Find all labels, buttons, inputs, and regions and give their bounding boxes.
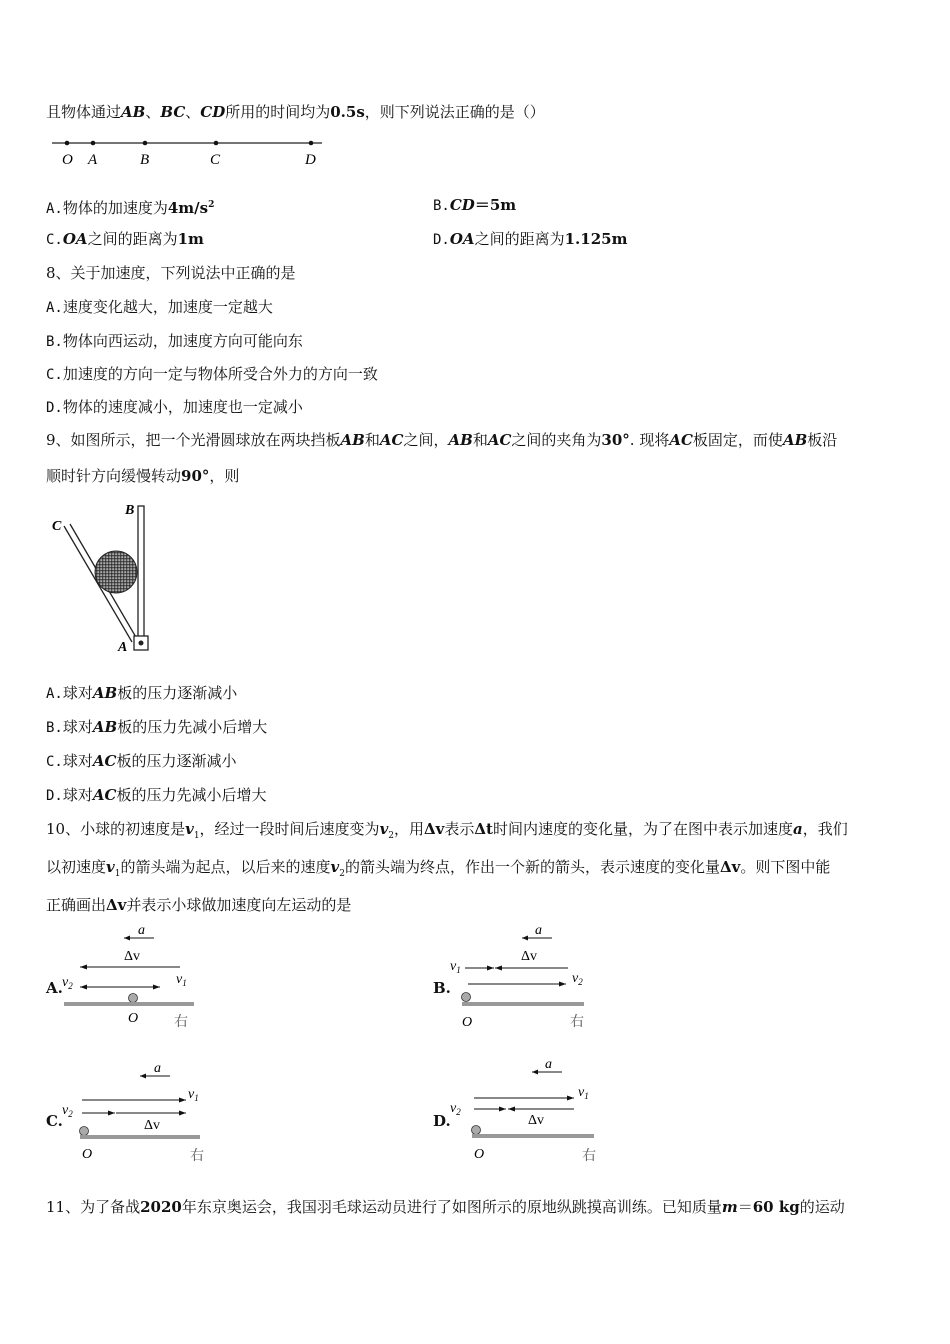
q10-choice-d-figure[interactable] bbox=[448, 1052, 598, 1164]
o-label: O bbox=[474, 1147, 485, 1162]
a-label: a bbox=[154, 1061, 161, 1076]
point-D-dot bbox=[309, 141, 314, 146]
ground bbox=[64, 1002, 194, 1006]
q10-choice-a-letter[interactable]: A. bbox=[46, 979, 63, 997]
dv-label: Δv bbox=[521, 949, 538, 964]
v1-label: $v_1$ bbox=[578, 1085, 589, 1101]
v2-label: $v_2$ bbox=[450, 1101, 461, 1117]
ball bbox=[462, 993, 471, 1002]
ball bbox=[95, 551, 137, 593]
v2-label: $v_2$ bbox=[572, 971, 583, 987]
point-C-dot bbox=[214, 141, 219, 146]
point-label-B: B bbox=[140, 152, 150, 168]
q7-option-c: C.OA之间的距离为1m bbox=[46, 230, 204, 248]
q8-stem: 8、关于加速度，下列说法中正确的是 bbox=[46, 264, 296, 282]
q7-option-b: B.CD＝5m bbox=[433, 196, 517, 214]
q8-option-b: B.物体向西运动，加速度方向可能向东 bbox=[46, 332, 303, 350]
right-label: 右 bbox=[582, 1149, 596, 1164]
q7-option-a: A.物体的加速度为$4m/s^2$ bbox=[46, 199, 215, 217]
label-C: C bbox=[52, 519, 62, 534]
q8-option-c: C.加速度的方向一定与物体所受合外力的方向一致 bbox=[46, 365, 378, 383]
point-O-dot bbox=[65, 141, 70, 146]
board-ab bbox=[138, 506, 144, 644]
q10-choice-c-figure[interactable] bbox=[58, 1054, 208, 1166]
ball bbox=[472, 1126, 481, 1135]
q11-stem: 11、为了备战2020年东京奥运会，我国羽毛球运动员进行了如图所示的原地纵跳摸高训练。已知质量m＝60 kg的运动 bbox=[46, 1198, 845, 1216]
q8-option-a: A.速度变化越大，加速度一定越大 bbox=[46, 298, 273, 316]
point-label-C: C bbox=[210, 152, 221, 168]
q7-stem: 且物体通过AB、BC、CD所用的时间均为0.5s，则下列说法正确的是（） bbox=[46, 103, 545, 121]
v1-label: $v_1$ bbox=[188, 1087, 199, 1103]
q10-choice-c-letter[interactable]: C. bbox=[46, 1112, 63, 1130]
q9-option-c: C.球对AC板的压力逐渐减小 bbox=[46, 752, 237, 770]
v1-label: $v_1$ bbox=[450, 959, 461, 975]
o-label: O bbox=[128, 1011, 139, 1026]
a-label: a bbox=[138, 923, 145, 938]
o-label: O bbox=[82, 1147, 93, 1162]
q10-stem-line3: 正确画出Δv并表示小球做加速度向左运动的是 bbox=[46, 896, 352, 914]
right-label: 右 bbox=[570, 1015, 584, 1030]
q9-option-d: D.球对AC板的压力先减小后增大 bbox=[46, 786, 267, 804]
ground bbox=[472, 1134, 594, 1138]
point-label-O: O bbox=[62, 152, 73, 168]
q10-choice-b-letter[interactable]: B. bbox=[433, 979, 451, 997]
q10-choice-b-figure[interactable] bbox=[448, 920, 598, 1032]
ball bbox=[80, 1127, 89, 1136]
point-B-dot bbox=[143, 141, 148, 146]
a-label: a bbox=[545, 1057, 552, 1072]
v2-label: $v_2$ bbox=[62, 975, 73, 991]
label-B: B bbox=[125, 503, 135, 518]
ground bbox=[462, 1002, 584, 1006]
dv-label: Δv bbox=[124, 949, 141, 964]
q8-option-d: D.物体的速度减小，加速度也一定减小 bbox=[46, 398, 303, 416]
q9-stem-line1: 9、如图所示，把一个光滑圆球放在两块挡板AB和AC之间，AB和AC之间的夹角为30°. 现将AC板固定，而使AB板沿 bbox=[46, 431, 838, 449]
q7-option-d: D.OA之间的距离为1.125m bbox=[433, 230, 628, 248]
point-A-dot bbox=[91, 141, 96, 146]
q10-choice-a-figure[interactable] bbox=[58, 920, 208, 1032]
q10-stem-line1: 10、小球的初速度是$v_1$，经过一段时间后速度变为$v_2$，用Δv表示Δt时间内速度的变化量，为了在图中表示加速度a，我们 bbox=[46, 820, 848, 841]
q7-point-line-figure bbox=[46, 132, 336, 172]
dv-label: Δv bbox=[528, 1113, 545, 1128]
ground bbox=[80, 1135, 200, 1139]
ball bbox=[129, 994, 138, 1003]
v1-label: $v_1$ bbox=[176, 972, 187, 988]
v2-label: $v_2$ bbox=[62, 1103, 73, 1119]
q9-option-a: A.球对AB板的压力逐渐减小 bbox=[46, 684, 238, 702]
point-label-D: D bbox=[305, 152, 316, 168]
q9-option-b: B.球对AB板的压力先减小后增大 bbox=[46, 718, 268, 736]
right-label: 右 bbox=[174, 1015, 188, 1030]
q10-choice-d-letter[interactable]: D. bbox=[433, 1112, 451, 1130]
q9-stem-line2: 顺时针方向缓慢转动90°，则 bbox=[46, 467, 240, 485]
q10-stem-line2: 以初速度$v_1$的箭头端为起点，以后来的速度$v_2$的箭头端为终点，作出一个新的箭头，表示速度的变化量Δv。则下图中能 bbox=[46, 858, 831, 879]
q9-ball-boards-figure bbox=[46, 496, 166, 656]
label-A: A bbox=[118, 640, 128, 655]
point-label-A: A bbox=[88, 152, 98, 168]
dv-label: Δv bbox=[144, 1118, 161, 1133]
o-label: O bbox=[462, 1015, 473, 1030]
right-label: 右 bbox=[190, 1149, 204, 1164]
a-label: a bbox=[535, 923, 542, 938]
